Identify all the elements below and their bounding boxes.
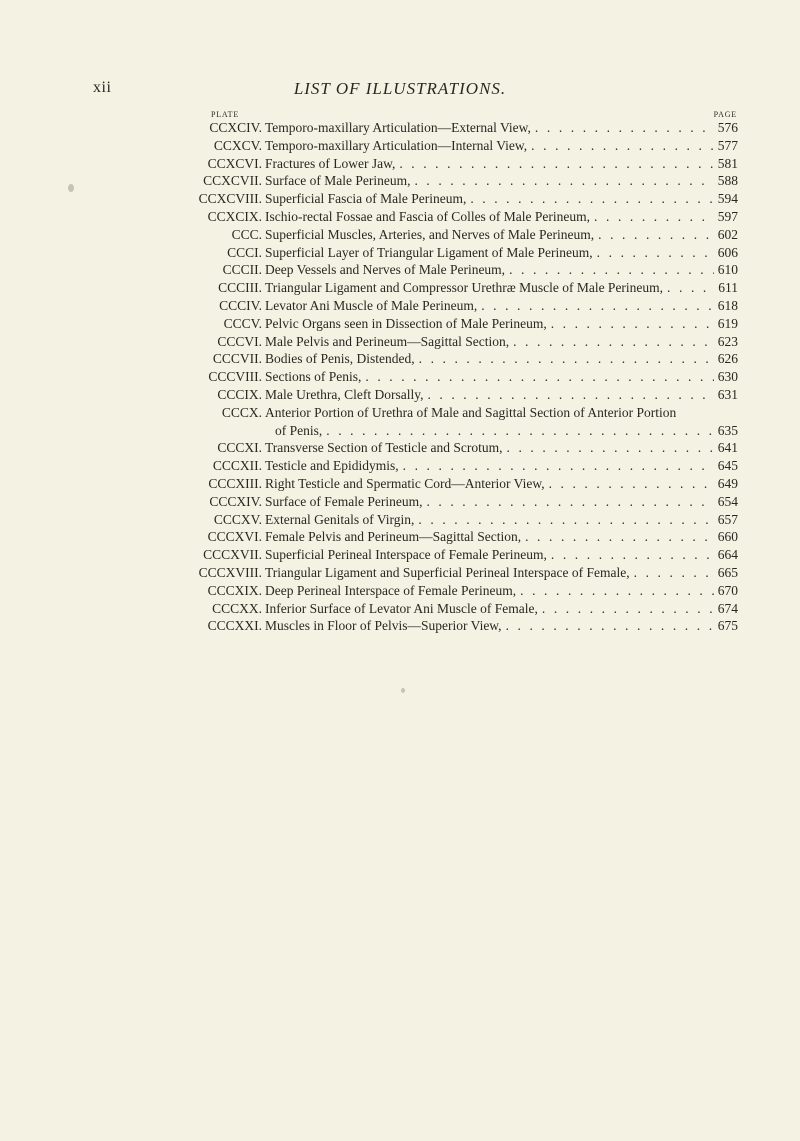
list-item bbox=[0, 600, 800, 618]
list-item bbox=[0, 279, 800, 297]
running-title: LIST OF ILLUSTRATIONS. bbox=[293, 79, 507, 98]
entry-line bbox=[265, 190, 738, 208]
entry-title: Female Pelvis and Perineum—Sagittal Section, bbox=[265, 529, 522, 545]
page-ref: 645 bbox=[717, 458, 738, 474]
plate-number: CCCXV. bbox=[213, 511, 262, 527]
entry-title: External Genitals of Virgin, bbox=[265, 511, 415, 527]
list-item bbox=[0, 404, 800, 440]
page-ref: 674 bbox=[717, 600, 738, 616]
entry-title: Superficial Perineal Interspace of Female Perineum, bbox=[265, 547, 547, 563]
entry-title: Deep Perineal Interspace of Female Perineum, bbox=[265, 582, 517, 598]
list-item bbox=[0, 546, 800, 564]
list-item bbox=[0, 172, 800, 190]
dot-leader bbox=[509, 333, 714, 351]
page-ref: 660 bbox=[717, 529, 738, 545]
page-ref: 630 bbox=[717, 369, 738, 385]
plate-number: CCCVII. bbox=[212, 351, 262, 367]
list-item bbox=[0, 208, 800, 226]
page-ref: 649 bbox=[717, 475, 738, 491]
dot-leader bbox=[593, 244, 714, 262]
list-item bbox=[0, 582, 800, 600]
list-item bbox=[0, 350, 800, 368]
entry-title: Superficial Layer of Triangular Ligament of Male Perineum, bbox=[265, 244, 593, 260]
plate-number: CCCXXI. bbox=[207, 618, 262, 634]
page-ref: 631 bbox=[717, 386, 738, 402]
plate-number: CCCXIII. bbox=[208, 475, 262, 491]
dot-leader bbox=[415, 350, 714, 368]
entry-line bbox=[265, 244, 738, 262]
entry-title: Fractures of Lower Jaw, bbox=[265, 155, 396, 171]
dot-leader bbox=[538, 600, 714, 618]
plate-number: CCXCVI. bbox=[207, 155, 262, 171]
dot-leader bbox=[502, 617, 714, 635]
plate-number: CCCXII. bbox=[212, 458, 262, 474]
plate-number: CCCXVIII. bbox=[198, 564, 262, 580]
entry-title: Anterior Portion of Urethra of Male and Sagittal Section of Anterior Portion bbox=[265, 404, 677, 420]
dot-leader bbox=[395, 155, 714, 173]
entry-title: Surface of Male Perineum, bbox=[265, 173, 411, 189]
entry-title: Pelvic Organs seen in Dissection of Male Perineum, bbox=[265, 315, 547, 331]
page-ref: 577 bbox=[717, 137, 738, 153]
dot-leader bbox=[594, 226, 714, 244]
entry-line bbox=[265, 172, 738, 190]
list-item bbox=[0, 226, 800, 244]
entry-line bbox=[265, 261, 738, 279]
dot-leader bbox=[466, 190, 714, 208]
entry-title: Levator Ani Muscle of Male Perineum, bbox=[265, 297, 478, 313]
entry-title: Superficial Fascia of Male Perineum, bbox=[265, 191, 467, 207]
list-item bbox=[0, 564, 800, 582]
plate-number: CCCVIII. bbox=[208, 369, 262, 385]
entry-title: Male Pelvis and Perineum—Sagittal Section, bbox=[265, 333, 510, 349]
plate-number: CCCIII. bbox=[218, 280, 262, 296]
entry-line bbox=[265, 511, 738, 529]
dot-leader bbox=[410, 172, 714, 190]
entry-title: Surface of Female Perineum, bbox=[265, 493, 423, 509]
entry-title: Triangular Ligament and Compressor Urethræ Muscle of Male Perineum, bbox=[265, 280, 664, 296]
entry-title: Muscles in Floor of Pelvis—Superior View, bbox=[265, 618, 502, 634]
entry-line bbox=[265, 297, 738, 315]
dot-leader bbox=[545, 475, 714, 493]
page-ref: 665 bbox=[717, 564, 738, 580]
entry-line bbox=[265, 137, 738, 155]
entry-line bbox=[265, 119, 738, 137]
dot-leader bbox=[414, 511, 714, 529]
entry-line bbox=[265, 439, 738, 457]
list-item bbox=[0, 297, 800, 315]
page-ref: 581 bbox=[717, 155, 738, 171]
ink-smudge bbox=[68, 184, 74, 192]
plate-number: CCCXVI. bbox=[207, 529, 262, 545]
dot-leader bbox=[521, 528, 714, 546]
dot-leader bbox=[422, 493, 714, 511]
plate-number: CCCII. bbox=[222, 262, 262, 278]
page-ref: 594 bbox=[717, 191, 738, 207]
entry-title: Inferior Surface of Levator Ani Muscle of Female, bbox=[265, 600, 538, 616]
entry-title: Superficial Muscles, Arteries, and Nerves of Male Perineum, bbox=[265, 226, 595, 242]
entry-title: Transverse Section of Testicle and Scrotum, bbox=[265, 440, 503, 456]
plate-number: CCCIV. bbox=[219, 297, 262, 313]
page-ref: 588 bbox=[717, 173, 738, 189]
page-ref: 626 bbox=[717, 351, 738, 367]
dot-leader bbox=[547, 315, 714, 333]
entry-line bbox=[265, 564, 738, 582]
page-ref: 664 bbox=[717, 547, 738, 563]
list-item bbox=[0, 617, 800, 635]
entry-title-continuation: of Penis, bbox=[275, 422, 323, 438]
entry-line bbox=[265, 528, 738, 546]
page-ref: 618 bbox=[717, 297, 738, 313]
entry-title: Ischio-rectal Fossae and Fascia of Colles of Male Perineum, bbox=[265, 208, 591, 224]
dot-leader bbox=[505, 261, 714, 279]
plate-number: CCCXIV. bbox=[209, 493, 262, 509]
page-ref: 670 bbox=[717, 582, 738, 598]
illustration-list bbox=[0, 119, 800, 635]
list-item bbox=[0, 190, 800, 208]
dot-leader bbox=[630, 564, 714, 582]
page-ref: 619 bbox=[717, 315, 738, 331]
page-ref: 602 bbox=[717, 226, 738, 242]
list-item bbox=[0, 155, 800, 173]
dot-leader bbox=[531, 119, 714, 137]
entry-line bbox=[265, 279, 738, 297]
plate-number: CCXCIV. bbox=[209, 120, 262, 135]
plate-number: CCC. bbox=[231, 226, 262, 242]
dot-leader bbox=[663, 279, 714, 297]
dot-leader bbox=[399, 457, 714, 475]
plate-number: CCXCIX. bbox=[207, 208, 262, 224]
entry-line bbox=[265, 333, 738, 351]
plate-number: CCCVI. bbox=[217, 333, 262, 349]
page-ref: 576 bbox=[717, 120, 738, 135]
page-ref: 606 bbox=[717, 244, 738, 260]
list-item bbox=[0, 386, 800, 404]
entry-line bbox=[265, 582, 738, 600]
entry-title: Sections of Penis, bbox=[265, 369, 362, 385]
list-item bbox=[0, 244, 800, 262]
entry-line bbox=[265, 546, 738, 564]
entry-line bbox=[265, 226, 738, 244]
list-item bbox=[0, 475, 800, 493]
plate-number: CCXCV. bbox=[213, 137, 262, 153]
list-item bbox=[0, 315, 800, 333]
page-ref: 597 bbox=[717, 208, 738, 224]
entry-title: Bodies of Penis, Distended, bbox=[265, 351, 415, 367]
list-item bbox=[0, 528, 800, 546]
page-ref: 635 bbox=[717, 422, 738, 438]
ink-smudge bbox=[401, 688, 405, 693]
page-ref: 641 bbox=[717, 440, 738, 456]
entry-line bbox=[265, 475, 738, 493]
entry-title: Male Urethra, Cleft Dorsally, bbox=[265, 386, 424, 402]
dot-leader bbox=[423, 386, 714, 404]
entry-title: Testicle and Epididymis, bbox=[265, 458, 399, 474]
entry-title: Right Testicle and Spermatic Cord—Anterior View, bbox=[265, 475, 545, 491]
entry-line bbox=[265, 493, 738, 511]
list-item bbox=[0, 457, 800, 475]
dot-leader bbox=[547, 546, 714, 564]
entry-title: Temporo-maxillary Articulation—Internal View, bbox=[265, 137, 528, 153]
dot-leader bbox=[516, 582, 714, 600]
entry-line bbox=[265, 368, 738, 386]
list-item bbox=[0, 137, 800, 155]
plate-number: CCCV. bbox=[223, 315, 262, 331]
page-ref: 623 bbox=[717, 333, 738, 349]
page-ref: 654 bbox=[717, 493, 738, 509]
entry-line bbox=[265, 350, 738, 368]
page-ref: 611 bbox=[718, 280, 738, 296]
entry-title: Temporo-maxillary Articulation—External View, bbox=[265, 120, 531, 135]
list-item bbox=[0, 261, 800, 279]
entry-line bbox=[265, 155, 738, 173]
list-item bbox=[0, 119, 800, 137]
page-ref: 657 bbox=[717, 511, 738, 527]
list-item bbox=[0, 439, 800, 457]
plate-number: CCCXX. bbox=[212, 600, 262, 616]
entry-line bbox=[265, 457, 738, 475]
plate-number: CCCXI. bbox=[217, 440, 262, 456]
dot-leader bbox=[590, 208, 714, 226]
plate-number: CCCX. bbox=[221, 404, 262, 420]
dot-leader bbox=[477, 297, 714, 315]
dot-leader bbox=[322, 422, 714, 440]
page-ref: 675 bbox=[717, 618, 738, 634]
entry-line bbox=[265, 617, 738, 635]
plate-number: CCCXVII. bbox=[203, 547, 262, 563]
column-header-plate: PLATE bbox=[211, 110, 239, 119]
plate-number: CCCI. bbox=[227, 244, 262, 260]
entry-line bbox=[265, 315, 738, 333]
column-header-page: PAGE bbox=[713, 110, 737, 119]
entry-line bbox=[265, 422, 738, 440]
list-item bbox=[0, 333, 800, 351]
entry-line bbox=[265, 600, 738, 618]
dot-leader bbox=[503, 439, 714, 457]
dot-leader bbox=[527, 137, 714, 155]
page-ref: 610 bbox=[717, 262, 738, 278]
list-item bbox=[0, 368, 800, 386]
plate-number: CCCXIX. bbox=[207, 582, 262, 598]
plate-number: CCXCVIII. bbox=[198, 191, 262, 207]
entry-title: Deep Vessels and Nerves of Male Perineum, bbox=[265, 262, 506, 278]
entry-line bbox=[265, 386, 738, 404]
list-item bbox=[0, 493, 800, 511]
plate-number: CCXCVII. bbox=[203, 173, 262, 189]
plate-number: CCCIX. bbox=[217, 386, 262, 402]
list-item bbox=[0, 511, 800, 529]
dot-leader bbox=[361, 368, 714, 386]
page-number: xii bbox=[93, 79, 112, 96]
entry-line bbox=[265, 208, 738, 226]
entry-title: Triangular Ligament and Superficial Perineal Interspace of Female, bbox=[265, 564, 630, 580]
